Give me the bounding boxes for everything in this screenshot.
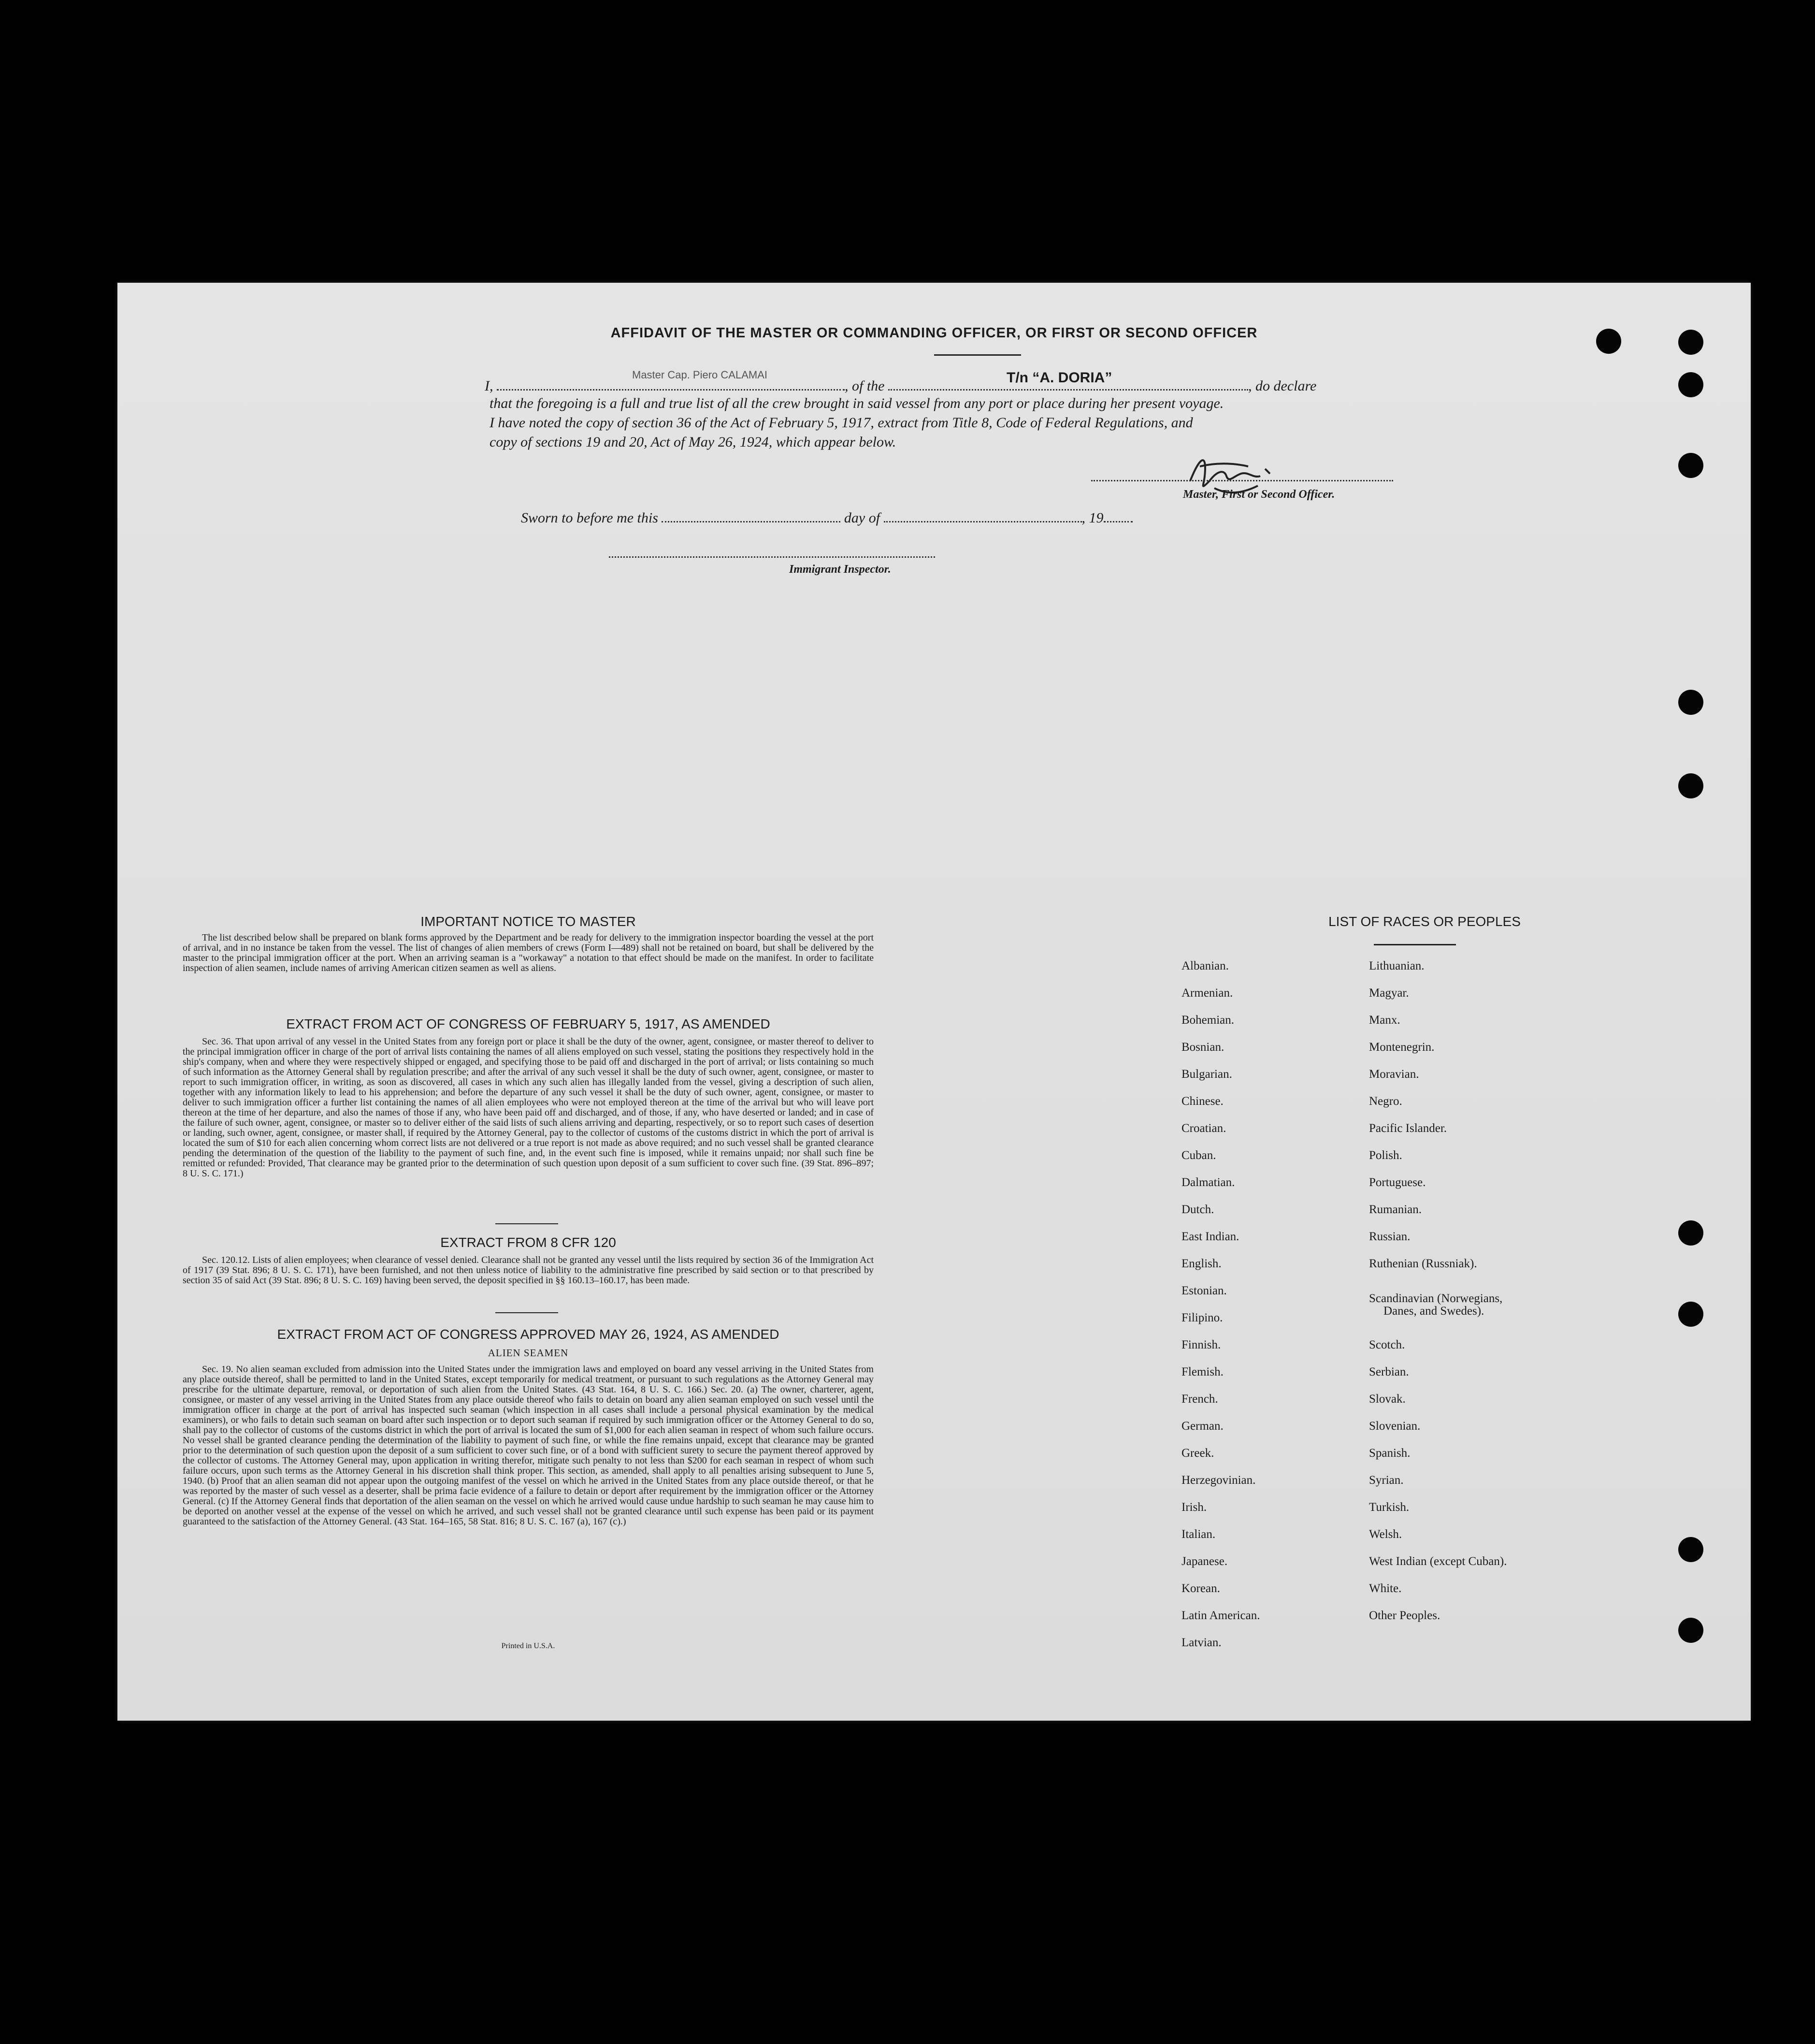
race-item: Herzegovinian. (1181, 1474, 1256, 1487)
section-rule (495, 1223, 558, 1224)
race-item: Turkish. (1369, 1501, 1410, 1514)
race-item: English. (1181, 1257, 1222, 1270)
sworn-label: Sworn to before me this (521, 510, 658, 526)
race-item: Lithuanian. (1369, 959, 1425, 972)
race-item: Spanish. (1369, 1447, 1411, 1460)
i-label: I, (485, 378, 493, 394)
printed-note: Printed in U.S.A. (501, 1642, 555, 1650)
race-item: Magyar. (1369, 986, 1409, 1000)
binder-hole (1678, 372, 1703, 397)
race-item: Other Peoples. (1369, 1609, 1440, 1622)
notice-title: IMPORTANT NOTICE TO MASTER (420, 914, 636, 929)
race-item: Italian. (1181, 1528, 1216, 1541)
cfr-title: EXTRACT FROM 8 CFR 120 (440, 1235, 616, 1250)
race-item: Dutch. (1181, 1203, 1214, 1216)
inspector-caption: Immigrant Inspector. (789, 563, 891, 576)
signature-line (1091, 480, 1393, 481)
notice-body: The list described below shall be prepared on blank forms approved by the Department and be ready for delivery to the immigration inspector boarding the vessel at the port of arrival, and in no instance be taken from the vessel. The list of changes of alien members of crews (Form I—489) shall not be retained on board, but shall be delivered by the master to the principal immigration officer at the port. When an arriving seaman is a "workaway" a notation to that effect should be made on the manifest. In order to facilitate inspection of alien seamen, include names of arriving American citizen seamen as well as aliens. (183, 932, 874, 973)
affidavit-line3: I have noted the copy of section 36 of the Act of February 5, 1917, extract from Title 8, Code of Federal Regulations, and (490, 415, 1193, 431)
races-title: LIST OF RACES OR PEOPLES (1328, 914, 1521, 929)
affidavit-title: AFFIDAVIT OF THE MASTER OR COMMANDING OFFICER, OR FIRST OR SECOND OFFICER (610, 325, 1258, 341)
race-item: Bohemian. (1181, 1014, 1235, 1027)
race-item: White. (1369, 1582, 1402, 1595)
cfr-body: Sec. 120.12. Lists of alien employees; when clearance of vessel denied. Clearance shall not be granted any vessel until the lists required by section 36 of the Immigration Act of 1917 (39 Stat. 896; 8 U. S. C. 171), have been furnished, and not then unless notice of liability to the administrative fine prescribed by said section or to that prescribed by section 35 of said Act (39 Stat. 896; 8 U. S. C. 169) having been served, the deposit specified in §§ 160.13–160.17, has been made. (183, 1255, 874, 1286)
affidavit-line4: copy of sections 19 and 20, Act of May 26, 1924, which appear below. (490, 434, 896, 450)
vessel-field (888, 370, 1248, 391)
binder-hole (1678, 1537, 1703, 1562)
race-item: Manx. (1369, 1014, 1400, 1027)
extract1924-title: EXTRACT FROM ACT OF CONGRESS APPROVED MAY 26, 1924, AS AMENDED (277, 1327, 779, 1342)
race-item: Latvian. (1181, 1636, 1222, 1649)
sworn-month-field (884, 521, 1082, 522)
section-rule (495, 1312, 558, 1313)
extract1917-body: Sec. 36. That upon arrival of any vessel in the United States from any foreign port or place it shall be the duty of the owner, agent, consignee, or master thereof to deliver to the principal immigration officer in charge of the port of arrival lists containing the names of all aliens employed on such vessel, stating the positions they respectively hold in the ship's company, when and where they were respectively shipped or engaged, and specifying those to be paid off and discharged in the port of arrival; or lists containing so much of such information as the Attorney General shall by regulation prescribe; and after the arrival of any such vessel it shall be the duty of such owner, agent, consignee, or master to report to such immigration officer, in writing, as soon as discovered, all cases in which any such alien has illegally landed from the vessel, giving a description of such alien, together with any information likely to lead to his apprehension; and before the departure of any such vessel it shall be the duty of such owner, agent, consignee, or master to deliver to such immigration officer a further list containing the names of all alien employees who were not employed thereon at the time of the arrival but who will leave port thereon at the time of her departure, and also the names of those if any, who have been paid off and discharged, and of those, if any, who have deserted or landed; and in case of the failure of such owner, agent, consignee, or master so to deliver either of the said lists of such aliens arriving and departing, respectively, or so to report such cases of desertion or landing, such owner, agent, consignee, or master shall, if required by the Attorney General, pay to the collector of customs of the customs district in which the port of arrival is located the sum of $10 for each alien concerning whom correct lists are not delivered or a true report is not made as above required; and no such vessel shall be granted clearance pending the determination of the question of the liability to the payment of such fine, and, in the event such fine is imposed, while it remains unpaid; nor shall such fine be remitted or refunded: Provided, That clearance may be granted prior to the determination of such question upon deposit of a sum sufficient to cover such fine. (39 Stat. 896–897; 8 U. S. C. 171.) (183, 1036, 874, 1179)
race-item: Latin American. (1181, 1609, 1260, 1622)
race-item: Bosnian. (1181, 1041, 1224, 1054)
race-item: Croatian. (1181, 1122, 1226, 1135)
title-rule (934, 354, 1021, 356)
day-of-label: day of (844, 510, 880, 526)
race-item: Scotch. (1369, 1338, 1405, 1351)
race-item: German. (1181, 1420, 1224, 1433)
vessel-name: T/n “A. DORIA” (1007, 370, 1112, 386)
race-item: Rumanian. (1369, 1203, 1422, 1216)
binder-hole (1678, 1302, 1703, 1327)
sworn-day-field (662, 521, 840, 522)
race-item: Russian. (1369, 1230, 1411, 1243)
race-item: Slovenian. (1369, 1420, 1421, 1433)
affidavit-line2: that the foregoing is a full and true list of all the crew brought in said vessel from any port or place during her present voyage. (490, 395, 1224, 411)
race-item: Flemish. (1181, 1365, 1224, 1378)
binder-hole (1678, 1220, 1703, 1246)
of-the-label: , of the (845, 378, 885, 394)
race-item: Danes, and Swedes). (1383, 1305, 1484, 1318)
binder-hole (1678, 773, 1703, 798)
race-item: West Indian (except Cuban). (1369, 1555, 1507, 1568)
race-item: Syrian. (1369, 1474, 1404, 1487)
signature-caption: Master, First or Second Officer. (1183, 488, 1335, 501)
race-item: French. (1181, 1392, 1218, 1406)
binder-hole (1678, 1618, 1703, 1643)
race-item: Ruthenian (Russniak). (1369, 1257, 1477, 1270)
extract1924-body: Sec. 19. No alien seaman excluded from admission into the United States under the immigration laws and employed on board any vessel arriving in the United States from any place outside thereof, shall be permitted to land in the United States, except temporarily for medical treatment, or pursuant to such regulations as the Attorney General may prescribe for the ultimate departure, removal, or deportation of such alien from the United States. (43 Stat. 164, 8 U. S. C. 166.) Sec. 20. (a) The owner, charterer, agent, consignee, or master of any vessel arriving in the United States from any place outside thereof who fails to detain on board any alien seaman employed on such vessel until the immigration officer in charge at the port of arrival has inspected such seaman (which inspection in all cases shall include a personal physical examination by the medical examiners), or who fails to detain such seaman on board after such inspection or to deport such seaman if required by such immigration officer or the Attorney General to do so, shall pay to the collector of customs of the customs district in which the port of arrival is located the sum of $1,000 for each alien seaman in respect of whom such failure occurs. No vessel shall be granted clearance pending the determination of the liability to payment of such fine, or while the fine remains unpaid, except that clearance may be granted prior to the determination of such question upon the deposit of a sum sufficient to cover such fine, or of a bond with sufficient surety to secure the payment thereof approved by the collector of customs. The Attorney General may, upon application in writing therefor, mitigate such penalty to not less than $200 for each seaman in respect of whom such failure occurs, upon such terms as the Attorney General in his discretion shall think proper. This section, as amended, shall apply to all penalties arising subsequent to June 5, 1940. (b) Proof that an alien seaman did not appear upon the outgoing manifest of the vessel on which he arrived in the United States from any place outside thereof, or that he was reported by the master of such vessel as a deserter, shall be prima facie evidence of a failure to detain or deport after requirement by the immigration officer or the Attorney General. (c) If the Attorney General finds that deportation of the alien seaman on the vessel on which he arrived would cause undue hardship to such seaman he may cause him to be deported on another vessel at the expense of the vessel on which he arrived, and such vessel shall not be granted clearance until such expense has been paid or its payment guaranteed to the satisfaction of the Attorney General. (43 Stat. 164–165, 58 Stat. 816; 8 U. S. C. 167 (a), 167 (c).) (183, 1364, 874, 1527)
race-item: Scandinavian (Norwegians, (1369, 1292, 1503, 1305)
race-item: Finnish. (1181, 1338, 1221, 1351)
extract1917-title: EXTRACT FROM ACT OF CONGRESS OF FEBRUARY 5, 1917, AS AMENDED (286, 1016, 770, 1031)
affidavit-line1 (485, 369, 1412, 394)
binder-hole (1678, 690, 1703, 715)
race-item: Greek. (1181, 1447, 1214, 1460)
race-item: Serbian. (1369, 1365, 1409, 1378)
master-name-handwritten: Master Cap. Piero CALAMAI (632, 369, 767, 381)
race-item: Moravian. (1369, 1068, 1419, 1081)
do-declare-label: , do declare (1248, 378, 1317, 394)
sworn-year-field (1104, 521, 1133, 522)
race-item: Dalmatian. (1181, 1176, 1235, 1189)
race-item: Estonian. (1181, 1284, 1227, 1297)
race-item: Welsh. (1369, 1528, 1402, 1541)
sworn-line (521, 510, 1133, 526)
race-item: Korean. (1181, 1582, 1220, 1595)
race-item: Pacific Islander. (1369, 1122, 1447, 1135)
race-item: Albanian. (1181, 959, 1229, 972)
year-prefix: , 19 (1081, 510, 1104, 526)
master-name-field (497, 369, 845, 391)
race-item: Bulgarian. (1181, 1068, 1232, 1081)
race-item: Filipino. (1181, 1311, 1223, 1324)
inspector-line (609, 556, 935, 558)
race-item: Portuguese. (1369, 1176, 1426, 1189)
race-item: Montenegrin. (1369, 1041, 1435, 1054)
extract1924-subtitle: ALIEN SEAMEN (488, 1347, 569, 1359)
race-item: Cuban. (1181, 1149, 1216, 1162)
race-item: Negro. (1369, 1095, 1402, 1108)
race-item: Chinese. (1181, 1095, 1224, 1108)
race-item: Slovak. (1369, 1392, 1406, 1406)
race-item: Armenian. (1181, 986, 1233, 1000)
race-item: Polish. (1369, 1149, 1402, 1162)
document-sheet (117, 283, 1751, 1721)
binder-hole (1678, 453, 1703, 478)
race-item: Irish. (1181, 1501, 1207, 1514)
race-item: East Indian. (1181, 1230, 1239, 1243)
races-title-rule (1374, 944, 1456, 945)
race-item: Japanese. (1181, 1555, 1228, 1568)
